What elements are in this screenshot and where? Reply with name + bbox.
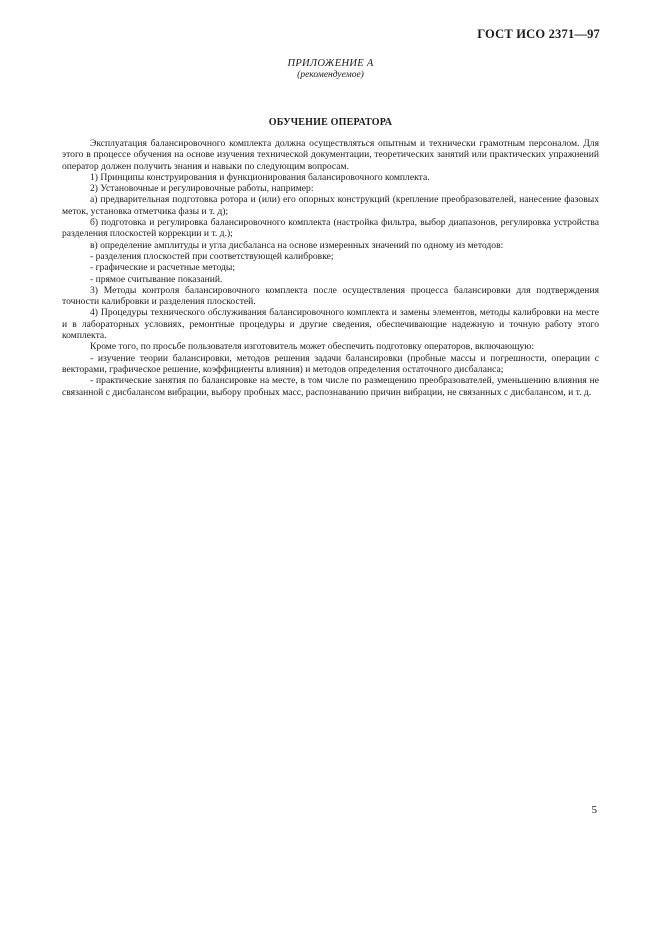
paragraph-item-2v: в) определение амплитуды и угла дисбаланса на основе измеренных значений по одному из методов: [90, 239, 504, 251]
appendix-title: ПРИЛОЖЕНИЕ А [287, 58, 374, 69]
document-code: ГОСТ ИСО 2371—97 [477, 27, 600, 41]
paragraph-dash-direct-reading: - прямое считывание показаний. [90, 273, 223, 285]
appendix-subtitle: (рекомендуемое) [297, 70, 364, 80]
section-title: ОБУЧЕНИЕ ОПЕРАТОРА [268, 117, 393, 128]
paragraph-item-2: 2) Установочные и регулировочные работы, например: [90, 183, 314, 195]
paragraph-dash-graphic-methods: - графические и расчетные методы; [90, 262, 236, 274]
paragraph-intro: Эксплуатация балансировочного комплекта должна осуществляться опытным и технически грамотным персоналом. Для этого в процессе обучения на основе изучения технической документации, теоретических занятий или практических упражнений оператор должен получить знания и навыки по следующим вопросам. [62, 138, 599, 172]
paragraph-item-1: 1) Принципы конструирования и функционирования балансировочного комплекта. [90, 171, 430, 183]
paragraph-item-2a: а) предварительная подготовка ротора и (или) его опорных конструкций (крепление преобразователей, нанесение фазовых меток, установка отметчика фазы и т. д); [62, 194, 599, 217]
paragraph-dash-theory: - изучение теории балансировки, методов решения задачи балансировки (пробные массы и погрешности, операции с векторами, графическое решение, коэффициенты влияния) и методов определения остаточного дисбаланса; [62, 352, 599, 375]
paragraph-dash-practice: - практические занятия по балансировке на месте, в том числе по размещению преобразователей, уменьшению влияния не связанной с дисбалансом вибрации, выбору пробных масс, распознаванию причин вибрации, не связанных с дисбалансом, и т. д. [62, 375, 599, 398]
paragraph-dash-plane-separation: - разделения плоскостей при соответствующей калибровке; [90, 250, 334, 262]
paragraph-additional: Кроме того, по просьбе пользователя изготовитель может обеспечить подготовку операторов, включающую: [90, 341, 535, 353]
paragraph-item-2b: б) подготовка и регулировка балансировочного комплекта (настройка фильтра, выбор диапазонов, регулировка устройства разделения плоскостей коррекции и т. д.); [62, 217, 599, 240]
appendix-heading [0, 58, 661, 81]
page-number: 5 [591, 804, 597, 816]
body-text [62, 138, 599, 398]
paragraph-item-3: 3) Методы контроля балансировочного комплекта после осуществления процесса балансировки для подтверждения точности калибровки и разделения плоскостей. [62, 284, 599, 308]
paragraph-item-4: 4) Процедуры технического обслуживания балансировочного комплекта и замены элементов, методы калибровки на месте и в лабораторных условиях, ремонтные процедуры и другие сведения, обеспечивающие надежную и точную работу этого комплекта. [62, 307, 599, 342]
